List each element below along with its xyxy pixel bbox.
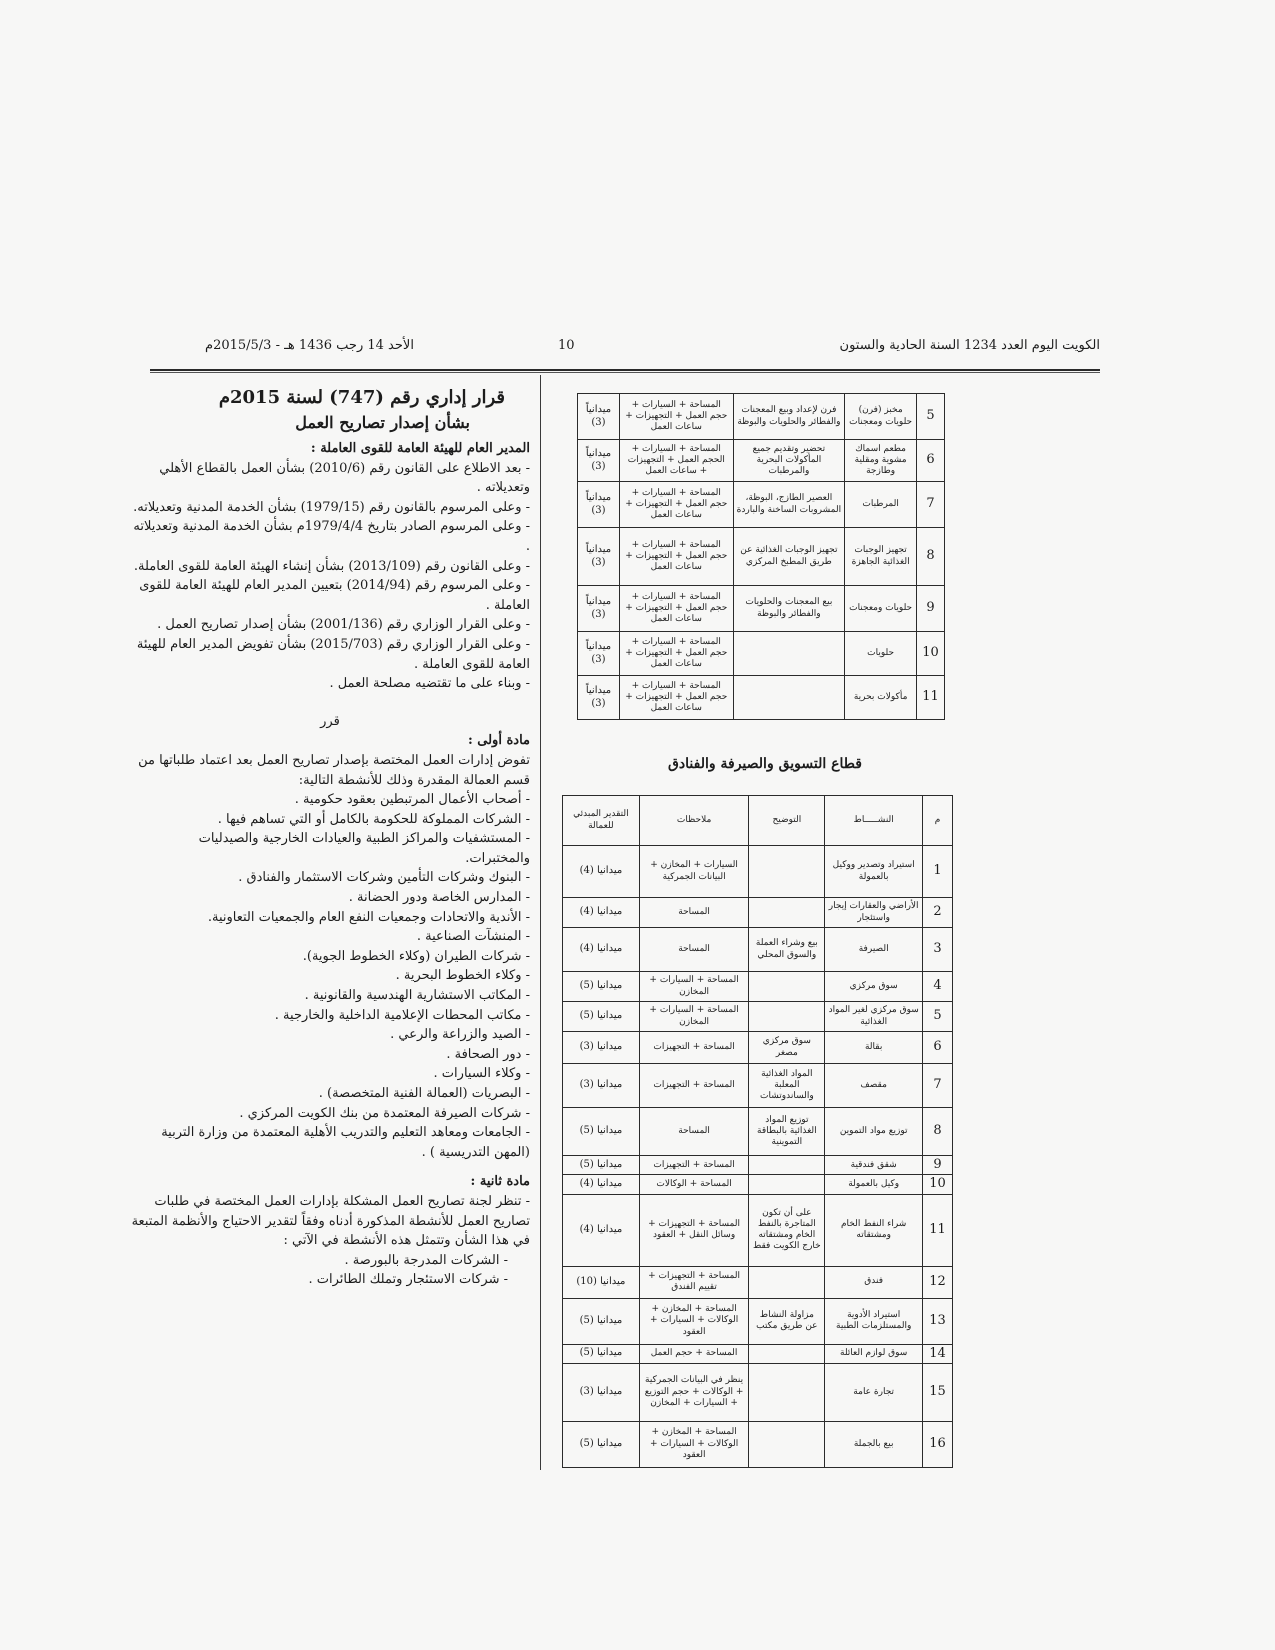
row-number: 14 [923,1344,953,1363]
table-row [578,632,945,676]
row-explanation: مزاولة النشاط عن طريق مكتب [749,1298,825,1344]
table-row [563,928,953,972]
list-item: - شركات الصيرفة المعتمدة من بنك الكويت المركزي . [239,1105,530,1121]
header-rule [150,369,1100,371]
row-estimate: ميدانياً (3) [578,482,620,528]
table-row [563,1421,953,1467]
row-explanation [749,1344,825,1363]
column-divider [540,375,541,1470]
row-activity: الأراضي والعقارات إيجار واستئجار [825,898,923,928]
row-estimate: ميدانيا (3) [563,1032,640,1064]
decision-title: قرار إداري رقم (747) لسنة 2015م [218,387,505,408]
row-estimate: ميدانيا (4) [563,1175,640,1194]
row-number: 12 [923,1266,953,1298]
row-explanation [733,632,845,676]
row-number: 6 [917,440,945,482]
row-number: 2 [923,898,953,928]
article-2-text: - تنظر لجنة تصاريح العمل المشكلة بإدارات العمل المختصة في طلبات تصاريح العمل للأنشطة المذكورة أدناه وفقاً لتقدير الاحتياج والأنظمة المتبعة في هذا الشأن وتتمثل هذه الأنشطة في الآتي : [131,1193,530,1249]
row-number: 10 [917,632,945,676]
row-notes: المساحة + السيارات + الحجم العمل + التجهيزات + ساعات العمل [619,440,733,482]
row-activity: شقق فندقية [825,1156,923,1175]
row-activity: تجهيز الوجبات الغذائية الجاهزة [845,528,917,586]
row-activity: مقصف [825,1064,923,1108]
row-number: 8 [923,1108,953,1156]
row-number: 7 [917,482,945,528]
col-header-notes: ملاحظات [639,796,749,846]
row-activity: تجارة عامة [825,1363,923,1421]
article-1-list [130,790,530,1162]
row-notes: المساحة + التجهيزات [639,1156,749,1175]
table-header-row [563,796,953,846]
article-2-list [130,1251,530,1290]
list-item: - البنوك وشركات التأمين وشركات الاستثمار والفنادق . [238,870,530,886]
article-1-text: تفوض إدارات العمل المختصة بإصدار تصاريح العمل بعد اعتماد طلباتها من قسم العمالة المقدرة وذلك للأنشطة التالية: [138,752,530,788]
table-row [563,1363,953,1421]
list-item: - وبناء على ما تقتضيه مصلحة العمل . [329,676,530,692]
row-notes: المساحة + السيارات + حجم العمل + التجهيزات + ساعات العمل [619,676,733,720]
table-row [563,972,953,1002]
row-explanation: العصير الطازج، البوظة، المشروبات الساخنة والباردة [733,482,845,528]
row-explanation [749,1175,825,1194]
row-explanation: تحضير وتقديم جميع المأكولات البحرية والمرطبات [733,440,845,482]
list-item: - شركات الطيران (وكلاء الخطوط الجوية). [302,948,530,964]
table-row [578,394,945,440]
col-header-explanation: التوضيح [749,796,825,846]
row-notes: المساحة + الوكالات [639,1175,749,1194]
table-row [578,482,945,528]
table-row [563,1344,953,1363]
row-notes: المساحة + السيارات + المخازن [639,972,749,1002]
row-number: 3 [923,928,953,972]
row-activity: حلويات [845,632,917,676]
table-row [563,1064,953,1108]
row-notes: المساحة [639,898,749,928]
row-notes: المساحة + التجهيزات + تقييم الفندق [639,1266,749,1298]
list-item: - وعلى المرسوم رقم (2014/94) بتعيين المدير العام للهيئة العامة للقوى العاملة . [139,578,530,613]
row-notes: المساحة [639,928,749,972]
header-issue: الكويت اليوم العدد 1234 السنة الحادية والستون [839,338,1100,353]
list-item: - وعلى المرسوم الصادر بتاريخ 1979/4/4م بشأن الخدمة المدنية وتعديلاته . [133,519,530,554]
row-notes: المساحة + التجهيزات [639,1064,749,1108]
header-date: الأحد 14 رجب 1436 هـ - 2015/5/3م [205,338,414,353]
row-notes: المساحة + السيارات + حجم العمل + التجهيزات + ساعات العمل [619,632,733,676]
row-notes: المساحة + المخازن + الوكالات + السيارات + العقود [639,1298,749,1344]
row-notes: ينظر في البيانات الجمركية + الوكالات + حجم التوزيع + السيارات + المخازن [639,1363,749,1421]
row-activity: استيراد وتصدير ووكيل بالعمولة [825,846,923,898]
section-title: قطاع التسويق والصيرفة والفنادق [668,756,862,772]
row-explanation [749,1363,825,1421]
row-estimate: ميدانياً (3) [578,632,620,676]
table-row [563,1194,953,1266]
list-item: - وعلى القرار الوزاري رقم (2001/136) بشأن إصدار تصاريح العمل . [157,617,530,633]
row-number: 11 [923,1194,953,1266]
row-explanation [749,898,825,928]
header-rule-thin [150,372,1100,373]
row-estimate: ميدانيا (3) [563,1363,640,1421]
row-activity: بقالة [825,1032,923,1064]
row-explanation [749,972,825,1002]
row-estimate: ميدانيا (5) [563,1002,640,1032]
list-item: - الشركات المملوكة للحكومة بالكامل أو التي تساهم فيها . [217,811,530,827]
row-explanation: تجهيز الوجبات الغذائية عن طريق المطبخ المركزي [733,528,845,586]
list-item: - المنشآت الصناعية . [416,929,530,945]
row-number: 7 [923,1064,953,1108]
row-explanation: على أن تكون المتاجرة بالنفط الخام ومشتقاته خارج الكويت فقط [749,1194,825,1266]
row-number: 10 [923,1175,953,1194]
row-estimate: ميدانيا (3) [563,1064,640,1108]
list-item: - وكلاء السيارات . [433,1066,530,1082]
row-notes: المساحة + السيارات + حجم العمل + التجهيزات + ساعات العمل [619,394,733,440]
row-estimate: ميدانياً (3) [578,676,620,720]
table-row [563,1032,953,1064]
list-item: - المدارس الخاصة ودور الحضانة . [348,890,530,906]
decides-heading: قرر [320,713,340,729]
row-explanation [749,1266,825,1298]
row-estimate: ميدانيا (5) [563,1344,640,1363]
row-number: 6 [923,1032,953,1064]
row-estimate: ميدانيا (5) [563,1108,640,1156]
row-number: 9 [917,586,945,632]
row-estimate: ميدانيا (4) [563,1194,640,1266]
row-estimate: ميدانياً (3) [578,394,620,440]
row-notes: المساحة + التجهيزات + وسائل النقل + العقود [639,1194,749,1266]
row-estimate: ميدانيا (10) [563,1266,640,1298]
row-explanation [749,1156,825,1175]
row-activity: مأكولات بحرية [845,676,917,720]
table-row [563,1156,953,1175]
decision-subtitle: بشأن إصدار تصاريح العمل [295,413,470,432]
row-activity: سوق لوازم العائلة [825,1344,923,1363]
table-row [578,440,945,482]
row-activity: الصيرفة [825,928,923,972]
row-activity: فندق [825,1266,923,1298]
row-number: 16 [923,1421,953,1467]
table-row [563,846,953,898]
row-activity: حلويات ومعجنات [845,586,917,632]
row-activity: سوق مركزي [825,972,923,1002]
row-activity: توزيع مواد التموين [825,1108,923,1156]
row-activity: مخبز (فرن) حلويات ومعجنات [845,394,917,440]
row-notes: المساحة + حجم العمل [639,1344,749,1363]
row-explanation [749,846,825,898]
list-item: - الجامعات ومعاهد التعليم والتدريب الأهلية المعتمدة من وزارة التربية (المهن التدريسية ) . [161,1125,530,1160]
table-row [578,676,945,720]
list-item: - المستشفيات والمراكز الطبية والعيادات الخارجية والصيدليات والمختبرات. [198,831,530,866]
row-notes: السيارات + المخازن + البيانات الجمركية [639,846,749,898]
row-number: 5 [917,394,945,440]
row-estimate: ميدانيا (4) [563,846,640,898]
table-row [563,1002,953,1032]
row-estimate: ميدانيا (4) [563,898,640,928]
row-number: 15 [923,1363,953,1421]
table-row [563,1175,953,1194]
row-notes: المساحة + التجهيزات [639,1032,749,1064]
list-item: - وعلى المرسوم بالقانون رقم (1979/15) بشأن الخدمة المدنية وتعديلاته. [133,499,530,515]
row-number: 11 [917,676,945,720]
list-item: - وعلى القانون رقم (2013/109) بشأن إنشاء الهيئة العامة للقوى العاملة. [133,558,530,574]
table-row [563,898,953,928]
row-estimate: ميدانيا (5) [563,1298,640,1344]
row-notes: المساحة + السيارات + حجم العمل + التجهيزات + ساعات العمل [619,482,733,528]
table-row [563,1298,953,1344]
row-explanation [749,1002,825,1032]
row-activity: سوق مركزي لغير المواد الغذائية [825,1002,923,1032]
row-notes: المساحة [639,1108,749,1156]
list-item: - مكاتب المحطات الإعلامية الداخلية والخارجية . [274,1007,530,1023]
row-notes: المساحة + السيارات + حجم العمل + التجهيزات + ساعات العمل [619,528,733,586]
col-header-activity: النشـــــاط [825,796,923,846]
recitals-list [130,459,530,694]
list-item: - وعلى القرار الوزاري رقم (2015/703) بشأن تفويض المدير العام للهيئة العامة للقوى العاملة . [136,636,530,672]
page-number: 10 [558,338,575,353]
row-estimate: ميدانيا (4) [563,928,640,972]
row-activity: استيراد الأدوية والمستلزمات الطبية [825,1298,923,1344]
row-activity: بيع بالجملة [825,1421,923,1467]
row-activity: المرطبات [845,482,917,528]
activities-table-continued [577,393,945,720]
row-explanation [749,1421,825,1467]
row-number: 4 [923,972,953,1002]
row-estimate: ميدانيا (5) [563,972,640,1002]
row-estimate: ميدانياً (3) [578,586,620,632]
list-item: - الشركات المدرجة بالبورصة . [344,1252,508,1268]
page-header [150,338,1100,364]
row-number: 1 [923,846,953,898]
table-row [578,586,945,632]
row-explanation: بيع وشراء العملة والسوق المحلي [749,928,825,972]
list-item: - أصحاب الأعمال المرتبطين بعقود حكومية . [294,792,530,808]
row-estimate: ميدانيا (5) [563,1156,640,1175]
row-activity: شراء النفط الخام ومشتقاته [825,1194,923,1266]
row-activity: مطعم اسماك مشوية ومقلية وطازجة [845,440,917,482]
decision-text [130,385,530,1290]
col-header-estimate: التقدير المبدئي للعمالة [563,796,640,846]
list-item: - المكاتب الاستشارية الهندسية والقانونية . [304,988,530,1004]
row-activity: وكيل بالعمولة [825,1175,923,1194]
row-explanation: بيع المعجنات والحلويات والفطائر والبوظة [733,586,845,632]
table-row [563,1266,953,1298]
row-explanation: توزيع المواد الغذائية بالبطاقة التموينية [749,1108,825,1156]
decision-intro: المدير العام للهيئة العامة للقوى العاملة : [310,441,530,456]
row-notes: المساحة + المخازن + الوكالات + السيارات + العقود [639,1421,749,1467]
row-explanation: فرن لإعداد وبيع المعجنات والفطائر والحلويات والبوظة [733,394,845,440]
row-estimate: ميدانيا (5) [563,1421,640,1467]
article-1-title: مادة أولى : [467,733,530,749]
table-row [563,1108,953,1156]
col-header-number: م [923,796,953,846]
row-estimate: ميدانياً (3) [578,528,620,586]
row-number: 13 [923,1298,953,1344]
list-item: - الأندية والاتحادات وجمعيات النفع العام والجمعيات التعاونية. [207,909,530,925]
list-item: - دور الصحافة . [446,1046,530,1062]
row-number: 5 [923,1002,953,1032]
row-number: 9 [923,1156,953,1175]
table-row [578,528,945,586]
row-explanation: المواد الغذائية المعلبة والساندوتشات [749,1064,825,1108]
list-item: - البصريات (العمالة الفنية المتخصصة) . [318,1086,530,1101]
article-2-title: مادة ثانية : [470,1174,530,1190]
list-item: - الصيد والزراعة والرعي . [390,1027,530,1043]
list-item: - شركات الاستئجار وتملك الطائرات . [308,1272,508,1288]
row-estimate: ميدانياً (3) [578,440,620,482]
row-notes: المساحة + السيارات + المخازن [639,1002,749,1032]
list-item: - بعد الاطلاع على القانون رقم (2010/6) بشأن العمل بالقطاع الأهلي وتعديلاته . [159,460,530,496]
row-explanation: سوق مركزي مصغر [749,1032,825,1064]
row-notes: المساحة + السيارات + حجم العمل + التجهيزات + ساعات العمل [619,586,733,632]
row-explanation [733,676,845,720]
row-number: 8 [917,528,945,586]
list-item: - وكلاء الخطوط البحرية . [395,968,530,984]
marketing-banking-hotels-table [562,795,953,1468]
